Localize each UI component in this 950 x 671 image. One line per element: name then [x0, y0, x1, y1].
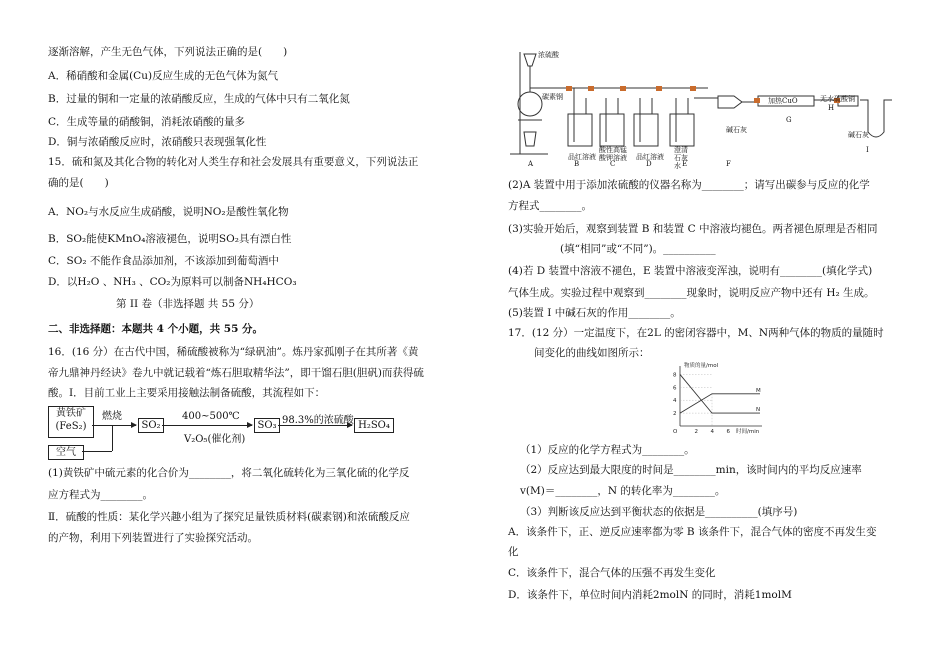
q14-option-d: D．铜与浓硝酸反应时，浓硝酸只表现强氧化性 [48, 136, 267, 148]
letter-i: I [866, 146, 869, 154]
apparatus-drawing [508, 42, 898, 170]
letter-a: A [528, 160, 534, 168]
series-label-m: M [756, 387, 761, 394]
bottle-e-label: 澄清石灰水 [674, 146, 688, 170]
q17-part1: （1）反应的化学方程式为________。 [520, 444, 695, 456]
fes2-label: (FeS₂) [55, 421, 87, 432]
q16-part2-2b: 方程式________。 [508, 200, 592, 212]
q14-stem-end: 逐渐溶解，产生无色气体，下列说法正确的是( ) [48, 46, 288, 58]
x-tick-label: 6 [726, 429, 730, 435]
q17-stem-2: 间变化的曲线如图所示： [534, 347, 650, 359]
x-tick-label: 4 [710, 429, 714, 435]
y-tick-label: 2 [673, 411, 677, 418]
x-tick-label: O [673, 429, 678, 435]
q15-option-c: C．SO₂ 不能作食品添加剂，不该添加到葡萄酒中 [48, 255, 279, 267]
soda-lime-label: 碱石灰 [726, 126, 747, 134]
arrow-3 [278, 425, 352, 426]
q15-option-b: B．SO₂能使KMnO₄溶液褪色，说明SO₂具有漂白性 [48, 233, 292, 245]
bottle-b-label: 品红溶液 [568, 153, 596, 161]
pyrite-box [48, 406, 94, 438]
anhydrous-cuso4-label: 无水硫酸铜 [820, 95, 855, 103]
q15-option-a: A．NO₂与水反应生成硝酸，说明NO₂是酸性氧化物 [48, 206, 289, 218]
q15-option-d: D．以H₂O 、NH₃ 、CO₂为原料可以制备NH₄HCO₃ [48, 276, 297, 288]
q17-part3: （3）判断该反应达到平衡状态的依据是__________(填序号) [520, 506, 798, 518]
q17-option-a-cont: 化 [508, 546, 519, 558]
q16-part2-4a: (4)若 D 装置中溶液不褪色，E 装置中溶液变浑浊，说明有________(填化学式) [508, 265, 873, 277]
q16-part1-b: 应方程式为________。 [48, 489, 153, 501]
bottle-d-label: 品红溶液 [636, 153, 664, 161]
mole-time-chart [670, 362, 770, 438]
burn-label: 燃烧 [102, 411, 122, 422]
letter-f: F [726, 160, 731, 168]
h2so4-box: H₂SO₄ [354, 418, 394, 433]
q14-option-c: C．生成等量的硝酸铜，消耗浓硝酸的量多 [48, 116, 246, 128]
letter-e: E [682, 160, 688, 168]
x-axis-title: 时间/min [736, 429, 760, 435]
x-tick-label: 2 [694, 429, 698, 435]
q17-option-c: C．该条件下，混合气体的压强不再发生变化 [508, 567, 716, 579]
section-ii-title: 第 II 卷（非选择题 共 55 分） [116, 298, 260, 310]
temperature-label: 400~500℃ [182, 411, 240, 422]
arrow-2 [162, 425, 252, 426]
q16-part1-a: (1)黄铁矿中硫元素的化合价为________，将二氧化硫转化为三氧化硫的化学反 [48, 467, 410, 479]
q16-stem-1: 16．(16 分）在古代中国，稀硫酸被称为“绿矾油”。炼丹家孤刚子在其所著《黄 [48, 346, 419, 358]
air-line-v [112, 425, 113, 451]
section-heading: 二、非选择题：本题共 4 个小题，共 55 分。 [48, 323, 264, 335]
q16-part2-3a: (3)实验开始后，观察到装置 B 和装置 C 中溶液均褪色。两者褪色原理是否相同 [508, 223, 878, 235]
q16-part2-b: 的产物，利用下列装置进行了实验探究活动。 [48, 532, 258, 544]
conc-acid-label: 浓硫酸 [538, 51, 559, 59]
y-axis-title: 物质的量/mol [684, 363, 719, 369]
letter-c: C [610, 160, 616, 168]
q15-stem: 15．硫和氮及其化合物的转化对人类生存和社会发展具有重要意义，下列说法正 [48, 156, 419, 168]
q16-part2-3b: (填“相同”或“不同”)。__________ [560, 243, 716, 255]
q16-part2-4b: 气体生成。实验过程中观察到________现象时，说明反应产物中还有 H₂ 生成。 [508, 287, 875, 299]
series-m-line [680, 394, 760, 413]
q17-part2b: v(M)＝________，N 的转化率为________。 [520, 485, 726, 497]
so3-box: SO₃ [254, 418, 280, 433]
bottle-c-label: 酸性高锰酸钾溶液 [599, 146, 627, 162]
pyrite-label: 黄铁矿 [56, 408, 86, 419]
q16-part2-a: Ⅱ．硫酸的性质：某化学兴趣小组为了探究足量铁质材料(碳素钢)和浓硫酸反应 [48, 511, 410, 523]
q17-part2a: （2）反应达到最大限度的时间是________min，该时间内的平均反应速率 [520, 464, 862, 476]
q14-option-a: A．稀硝酸和金属(Cu)反应生成的无色气体为氮气 [48, 70, 279, 82]
q16-part2-2a: (2)A 装置中用于添加浓硫酸的仪器名称为________；请写出碳参与反应的化学 [508, 179, 870, 191]
acid-label: 98.3%的浓硫酸 [282, 415, 354, 426]
so2-box: SO₂ [138, 418, 164, 433]
q17-stem-1: 17．(12 分）一定温度下，在2L 的密闭容器中，M、N两种气体的物质的量随时 [508, 327, 884, 339]
catalyst-label: V₂O₅(催化剂) [184, 434, 246, 445]
q16-stem-3: 酸。Ⅰ．目前工业上主要采用接触法制备硫酸，其流程如下： [48, 387, 326, 399]
q16-part2-5: (5)装置 I 中碱石灰的作用________。 [508, 307, 681, 319]
y-tick-label: 6 [673, 385, 677, 392]
carbon-steel-label: 碳素钢 [542, 93, 563, 101]
q15-stem-end: 确的是( ) [48, 177, 109, 189]
series-label-n: N [756, 407, 761, 414]
soda-lime2-label: 碱石灰 [848, 131, 869, 139]
q16-stem-2: 帝九鼎神丹经诀》卷九中就记载着“炼石胆取精华法”，即干馏石胆(胆矾)而获得硫 [48, 367, 424, 379]
air-box: 空气 [48, 445, 84, 460]
q17-option-a: A．该条件下，正、逆反应速率都为零 B 该条件下，混合气体的密度不再发生变 [508, 526, 877, 538]
y-tick-label: 4 [673, 398, 677, 405]
letter-g: G [786, 116, 792, 124]
q14-option-b: B．过量的铜和一定量的浓硝酸反应，生成的气体中只有二氧化氮 [48, 93, 350, 105]
y-tick-label: 8 [673, 372, 677, 379]
arrow-1 [92, 425, 136, 426]
letter-h: H [828, 104, 835, 112]
heat-cuo-label: 加热CuO [768, 97, 798, 105]
air-line-h [82, 451, 112, 452]
q17-option-d: D．该条件下，单位时间内消耗2molN 的同时，消耗1molM [508, 589, 792, 601]
letter-d: D [646, 160, 652, 168]
letter-b: B [574, 160, 580, 168]
